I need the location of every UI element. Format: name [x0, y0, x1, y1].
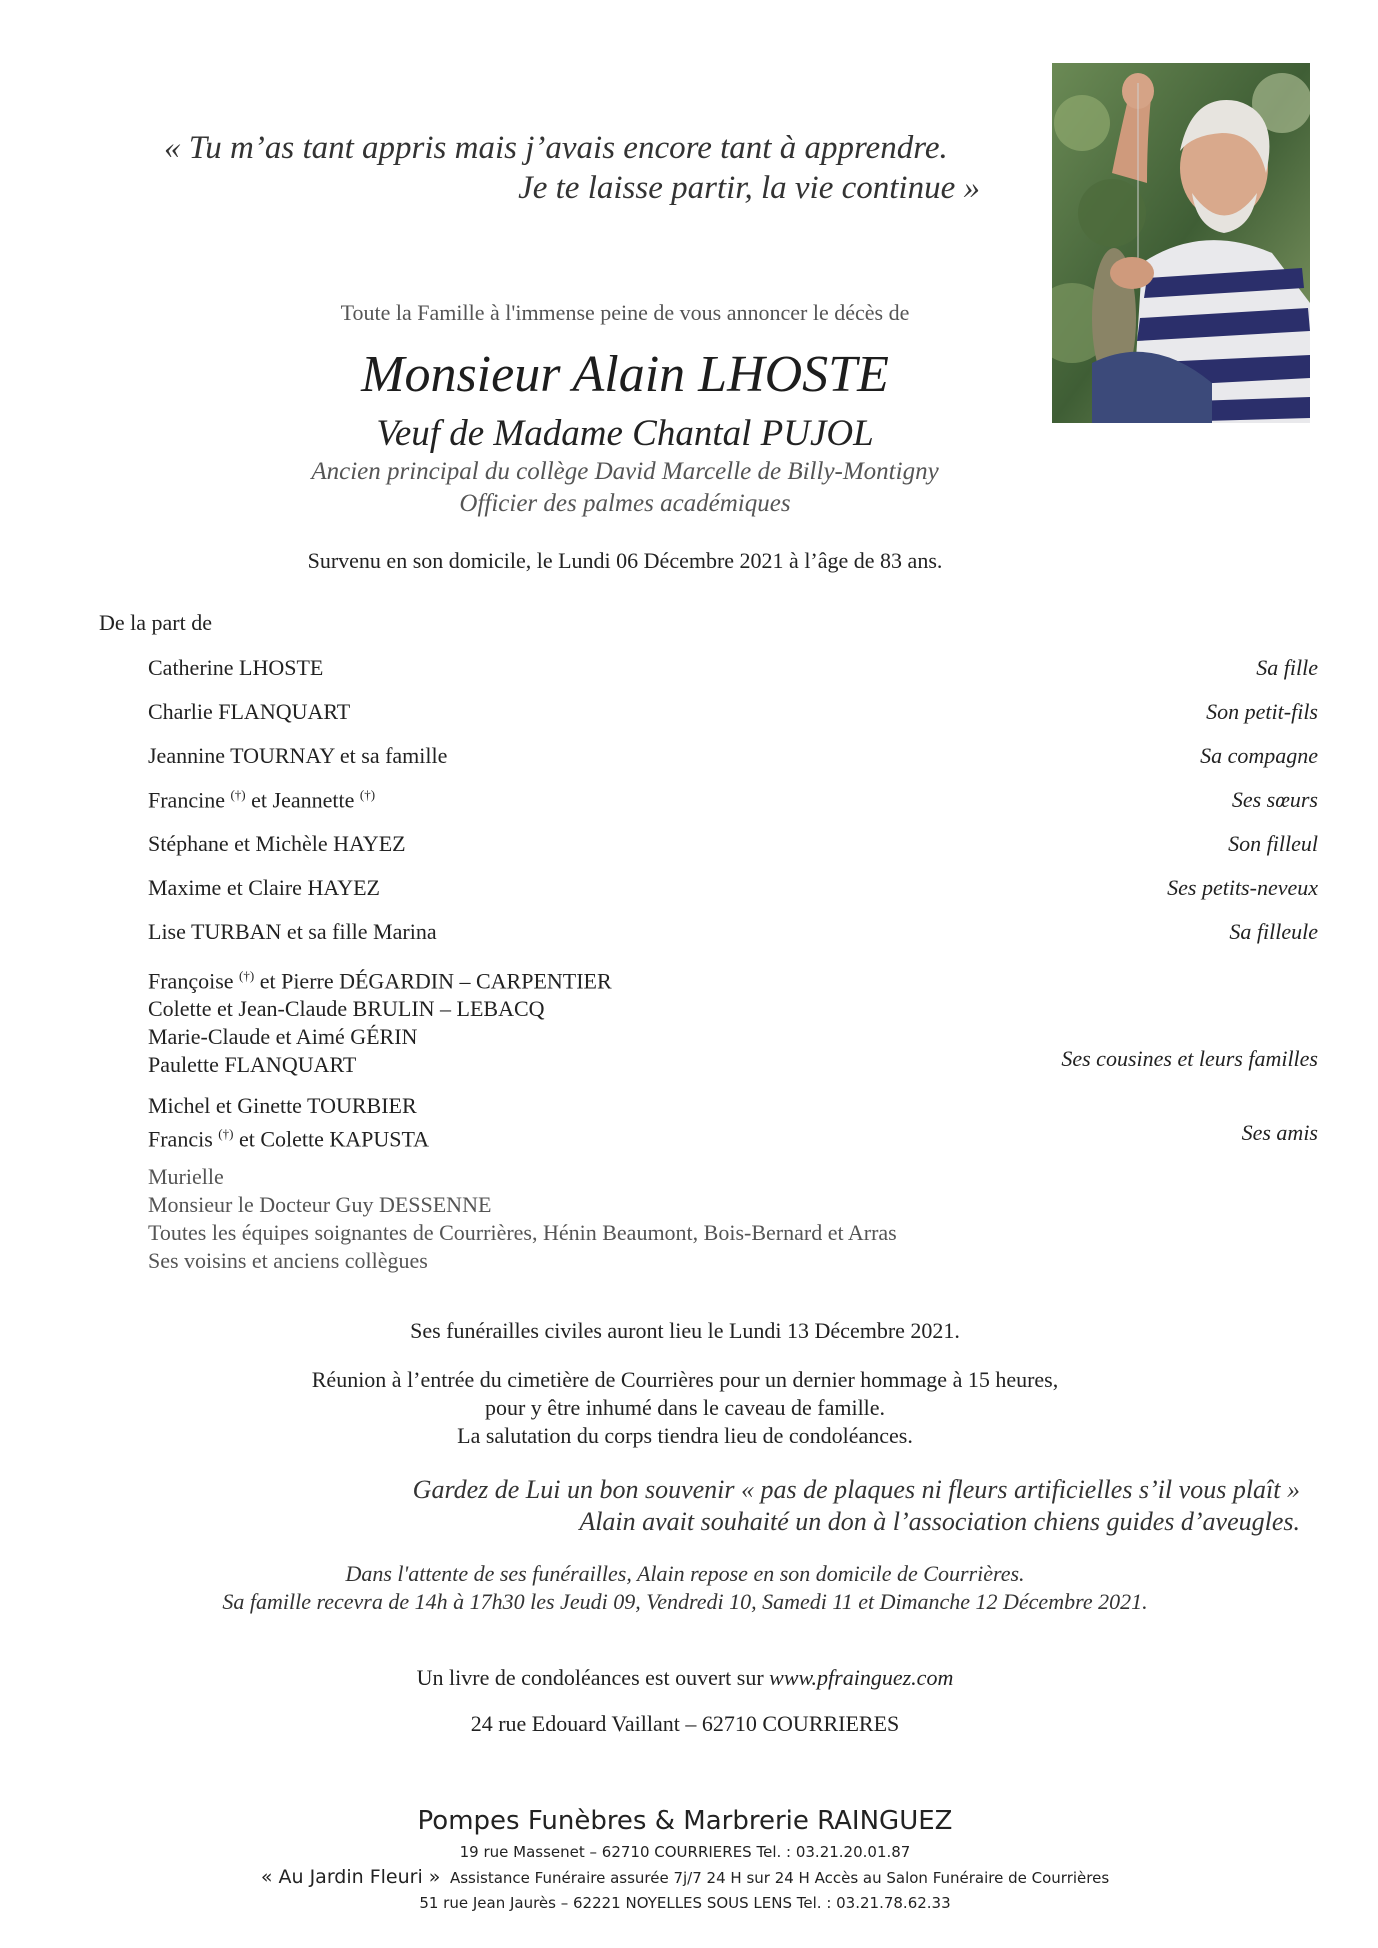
cousin-line: Marie-Claude et Aimé GÉRIN — [148, 1024, 418, 1050]
jardin-fleuri: « Au Jardin Fleuri » — [260, 1866, 441, 1888]
other-line: Toutes les équipes soignantes de Courrières, Hénin Beaumont, Bois-Bernard et Arras — [148, 1220, 897, 1245]
cousin-line: Paulette FLANQUART — [148, 1052, 357, 1078]
widower-line: Veuf de Madame Chantal PUJOL — [376, 413, 874, 454]
family-row — [148, 831, 1318, 861]
relationship: Ses petits-neveux — [1167, 875, 1318, 900]
second-address: 51 rue Jean Jaurès – 62221 NOYELLES SOUS LENS Tel. : 03.21.78.62.33 — [419, 1894, 951, 1912]
name-part: et Pierre DÉGARDIN – CARPENTIER — [254, 968, 612, 994]
family-member: Stéphane et Michèle HAYEZ — [148, 831, 406, 856]
cousins-block — [148, 962, 612, 1079]
funeral-date: Ses funérailles civiles auront lieu le Lundi 13 Décembre 2021. — [410, 1318, 960, 1343]
company-name: Pompes Funèbres & Marbrerie RAINGUEZ — [417, 1806, 953, 1836]
family-member: Catherine LHOSTE — [148, 655, 324, 680]
condolences-text: Un livre de condoléances est ouvert sur — [416, 1665, 770, 1690]
wish-line: Alain avait souhaité un don à l’association chiens guides d’aveugles. — [579, 1507, 1300, 1536]
relationship: Sa filleule — [1229, 919, 1318, 944]
name-part: Françoise — [148, 968, 240, 994]
cousins-relationship: Ses cousines et leurs familles — [1061, 1046, 1318, 1071]
family-row — [148, 875, 1318, 905]
family-member: Maxime et Claire HAYEZ — [148, 875, 380, 900]
family-member — [148, 787, 375, 813]
meeting-line: Réunion à l’entrée du cimetière de Courrières pour un dernier hommage à 15 heures, — [311, 1367, 1059, 1392]
death-date: Survenu en son domicile, le Lundi 06 Décembre 2021 à l’âge de 83 ans. — [307, 548, 943, 573]
address: 24 rue Edouard Vaillant – 62710 COURRIERES — [470, 1711, 900, 1736]
meeting-line: pour y être inhumé dans le caveau de famille. — [484, 1395, 886, 1420]
meeting-line: La salutation du corps tiendra lieu de condoléances. — [457, 1423, 913, 1448]
wish-line: Gardez de Lui un bon souvenir « pas de plaques ni fleurs artificielles s’il vous plaît » — [412, 1475, 1300, 1504]
family-row — [148, 655, 1318, 685]
other-line: Murielle — [148, 1164, 224, 1189]
friend-line — [148, 1120, 429, 1153]
relationship: Ses sœurs — [1231, 787, 1318, 812]
visiting-line: Dans l'attente de ses funérailles, Alain repose en son domicile de Courrières. — [345, 1561, 1025, 1586]
visiting-line: Sa famille recevra de 14h à 17h30 les Jeudi 09, Vendredi 10, Samedi 11 et Dimanche 12 Décembre 2021. — [222, 1589, 1148, 1614]
relationship: Sa fille — [1256, 655, 1318, 680]
friend-line: Michel et Ginette TOURBIER — [148, 1093, 417, 1118]
services-text: Assistance Funéraire assurée 7j/7 24 H sur 24 H Accès au Salon Funéraire de Courrières — [449, 1869, 1110, 1887]
others-block — [148, 1163, 897, 1275]
deceased-mark: (†) — [359, 787, 376, 802]
quote-line-2: Je te laisse partir, la vie continue » — [518, 170, 980, 206]
intro-text: Toute la Famille à l'immense peine de vous annoncer le décès de — [340, 300, 910, 325]
deceased-name: Monsieur Alain LHOSTE — [361, 346, 889, 403]
relationship: Son petit-fils — [1206, 699, 1318, 724]
family-member: Charlie FLANQUART — [148, 699, 351, 724]
name-part: et Jeannette — [245, 787, 360, 813]
deceased-mark: (†) — [230, 787, 246, 802]
name-part: Francine — [148, 787, 231, 813]
family-member: Lise TURBAN et sa fille Marina — [148, 919, 437, 944]
title-line-2: Officier des palmes académiques — [459, 490, 791, 517]
company-address: 19 rue Massenet – 62710 COURRIERES Tel. : 03.21.20.01.87 — [459, 1843, 911, 1861]
meeting-info — [0, 1366, 1370, 1450]
relationship: Sa compagne — [1200, 743, 1318, 768]
family-row — [148, 743, 1318, 773]
family-member: Jeannine TOURNAY et sa famille — [148, 743, 448, 768]
condolences-link[interactable]: www.pfrainguez.com — [769, 1665, 954, 1690]
other-line: Monsieur le Docteur Guy DESSENNE — [148, 1192, 492, 1217]
relationship: Son filleul — [1228, 831, 1318, 856]
cousin-line — [148, 962, 612, 995]
family-row — [148, 919, 1318, 949]
family-row — [148, 787, 1318, 817]
visiting-info — [0, 1560, 1370, 1616]
opening-quote — [120, 128, 980, 208]
title-line-1: Ancien principal du collège David Marcelle de Billy-Montigny — [311, 458, 939, 485]
other-line: Ses voisins et anciens collègues — [148, 1248, 428, 1273]
wishes — [0, 1474, 1300, 1538]
name-part: et Colette KAPUSTA — [233, 1126, 430, 1152]
name-part: Francis — [148, 1126, 219, 1152]
friends-relationship: Ses amis — [1241, 1120, 1318, 1145]
family-row — [148, 699, 1318, 729]
company-services — [0, 1866, 1370, 1888]
quote-line-1: « Tu m’as tant appris mais j’avais encore tant à apprendre. — [164, 130, 948, 166]
friends-block — [148, 1092, 429, 1153]
from-label: De la part de — [99, 610, 212, 635]
deceased-mark: (†) — [239, 968, 255, 983]
condolences-line — [0, 1665, 1370, 1691]
cousin-line: Colette et Jean-Claude BRULIN – LEBACQ — [148, 996, 545, 1022]
deceased-mark: (†) — [218, 1126, 234, 1141]
